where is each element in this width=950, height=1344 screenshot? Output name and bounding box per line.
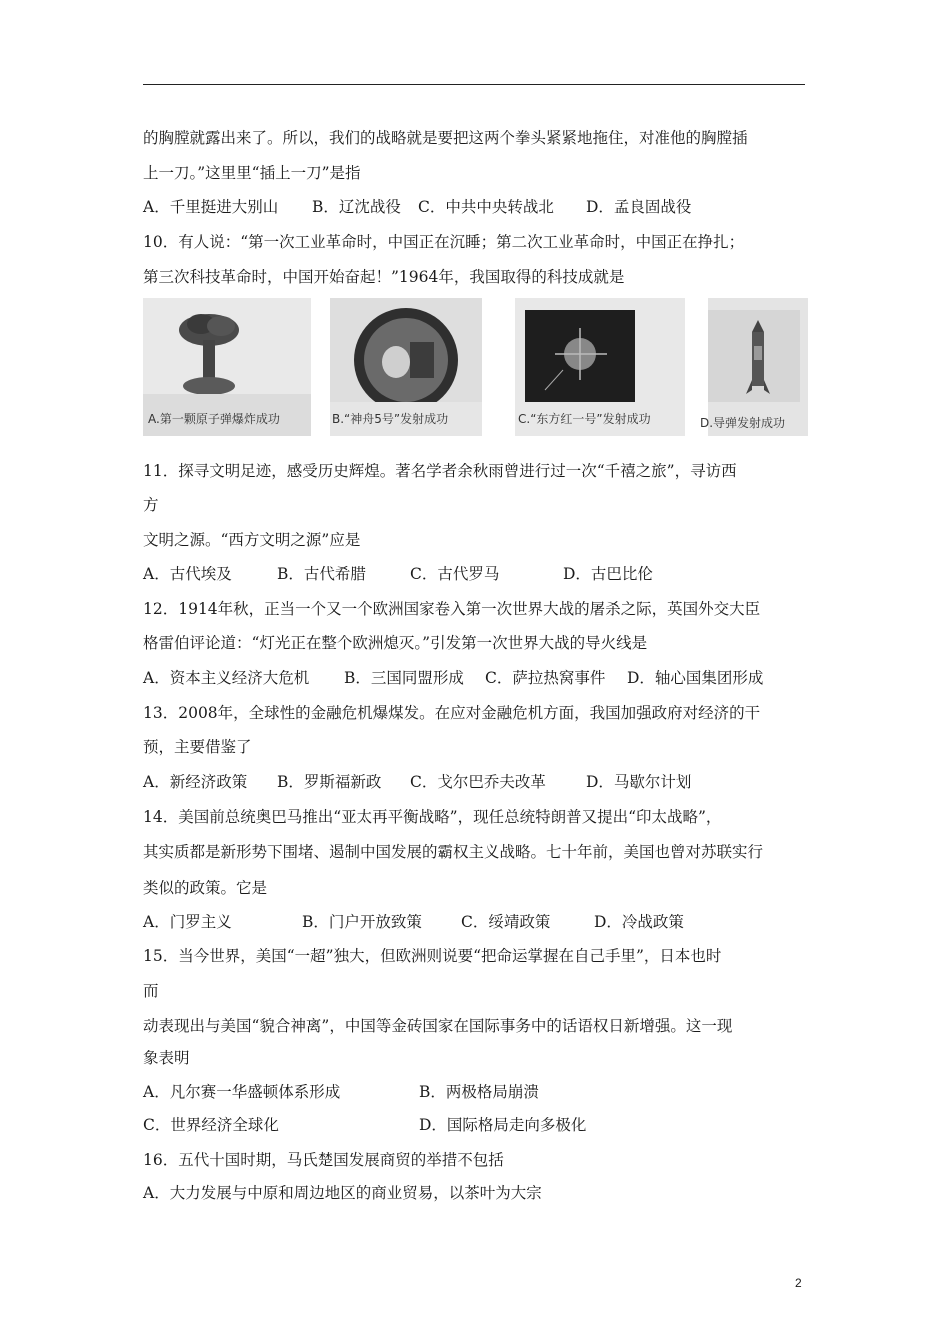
text-line: 的胸膛就露出来了。所以，我们的战略就是要把这两个拳头紧紧地拖住，对准他的胸膛插 bbox=[143, 129, 748, 147]
text-line: 方 bbox=[143, 496, 159, 514]
option-a[interactable]: A．大力发展与中原和周边地区的商业贸易，以茶叶为大宗 bbox=[143, 1184, 542, 1202]
text-line: 类似的政策。它是 bbox=[143, 879, 268, 897]
option-c[interactable]: C．世界经济全球化 bbox=[143, 1116, 279, 1134]
option-d[interactable]: D．轴心国集团形成 bbox=[627, 669, 764, 687]
text-line: 象表明 bbox=[143, 1049, 190, 1067]
text-line: 上一刀。”这里里“插上一刀”是指 bbox=[143, 164, 361, 182]
option-c[interactable]: C．萨拉热窝事件 bbox=[485, 669, 606, 687]
caption-c: C.“东方红一号”发射成功 bbox=[518, 412, 651, 426]
option-d[interactable]: D．国际格局走向多极化 bbox=[419, 1116, 587, 1134]
option-a[interactable]: A．门罗主义 bbox=[143, 913, 232, 931]
option-c[interactable]: C．中共中央转战北 bbox=[418, 198, 554, 216]
question-14: 14．美国前总统奥巴马推出“亚太再平衡战略”，现任总统特朗普又提出“印太战略”， bbox=[143, 808, 722, 826]
question-10: 10．有人说：“第一次工业革命时，中国正在沉睡；第二次工业革命时，中国正在挣扎； bbox=[143, 233, 745, 251]
page-number: 2 bbox=[795, 1276, 802, 1290]
text-line: 格雷伯评论道：“灯光正在整个欧洲熄灭。”引发第一次世界大战的导火线是 bbox=[143, 634, 648, 652]
option-b[interactable]: B．两极格局崩溃 bbox=[419, 1083, 539, 1101]
question-13: 13．2008年，全球性的金融危机爆煤发。在应对金融危机方面，我国加强政府对经济的干 bbox=[143, 704, 761, 722]
option-a[interactable]: A．凡尔赛一华盛顿体系形成 bbox=[143, 1083, 341, 1101]
option-c[interactable]: C．古代罗马 bbox=[410, 565, 500, 583]
option-a[interactable]: A．资本主义经济大危机 bbox=[143, 669, 310, 687]
text-line: 其实质都是新形势下围堵、遏制中国发展的霸权主义战略。七十年前，美国也曾对苏联实行 bbox=[143, 843, 764, 861]
option-b[interactable]: B．门户开放致策 bbox=[302, 913, 422, 931]
option-a[interactable]: A．新经济政策 bbox=[143, 773, 248, 791]
option-c[interactable]: C．戈尔巴乔夫改革 bbox=[410, 773, 546, 791]
option-b[interactable]: B．古代希腊 bbox=[277, 565, 366, 583]
option-d[interactable]: D．马歇尔计划 bbox=[586, 773, 692, 791]
caption-d: D.导弹发射成功 bbox=[700, 416, 786, 430]
option-c[interactable]: C．绥靖政策 bbox=[461, 913, 551, 931]
option-a[interactable]: A．千里挺进大别山 bbox=[143, 198, 279, 216]
question-16: 16．五代十国时期，马氏楚国发展商贸的举措不包括 bbox=[143, 1151, 504, 1169]
option-b[interactable]: B．三国同盟形成 bbox=[344, 669, 464, 687]
option-b[interactable]: B．罗斯福新政 bbox=[277, 773, 382, 791]
option-d[interactable]: D．冷战政策 bbox=[594, 913, 684, 931]
text-line: 动表现出与美国“貌合神离”，中国等金砖国家在国际事务中的话语权日新增强。这一现 bbox=[143, 1017, 733, 1035]
caption-b: B.“神舟5号”发射成功 bbox=[332, 412, 449, 426]
option-a[interactable]: A．古代埃及 bbox=[143, 565, 232, 583]
text-line: 第三次科技革命时，中国开始奋起！”1964年，我国取得的科技成就是 bbox=[143, 268, 625, 286]
header-rule bbox=[143, 84, 805, 85]
option-d[interactable]: D．孟良固战役 bbox=[586, 198, 692, 216]
text-line: 而 bbox=[143, 982, 159, 1000]
option-d[interactable]: D．古巴比伦 bbox=[563, 565, 653, 583]
text-line: 预，主要借鉴了 bbox=[143, 738, 252, 756]
question-12: 12．1914年秋，正当一个又一个欧洲国家卷入第一次世界大战的屠杀之际，英国外交大臣 bbox=[143, 600, 761, 618]
question-11: 11．探寻文明足迹，感受历史辉煌。著名学者余秋雨曾进行过一次“千禧之旅”，寻访西 bbox=[143, 462, 737, 480]
text-line: 文明之源。“西方文明之源”应是 bbox=[143, 531, 361, 549]
question-15: 15．当今世界，美国“一超”独大，但欧洲则说要“把命运掌握在自己手里”，日本也时 bbox=[143, 947, 722, 965]
option-b[interactable]: B．辽沈战役 bbox=[312, 198, 401, 216]
caption-a: A.第一颗原子弹爆炸成功 bbox=[148, 412, 280, 426]
